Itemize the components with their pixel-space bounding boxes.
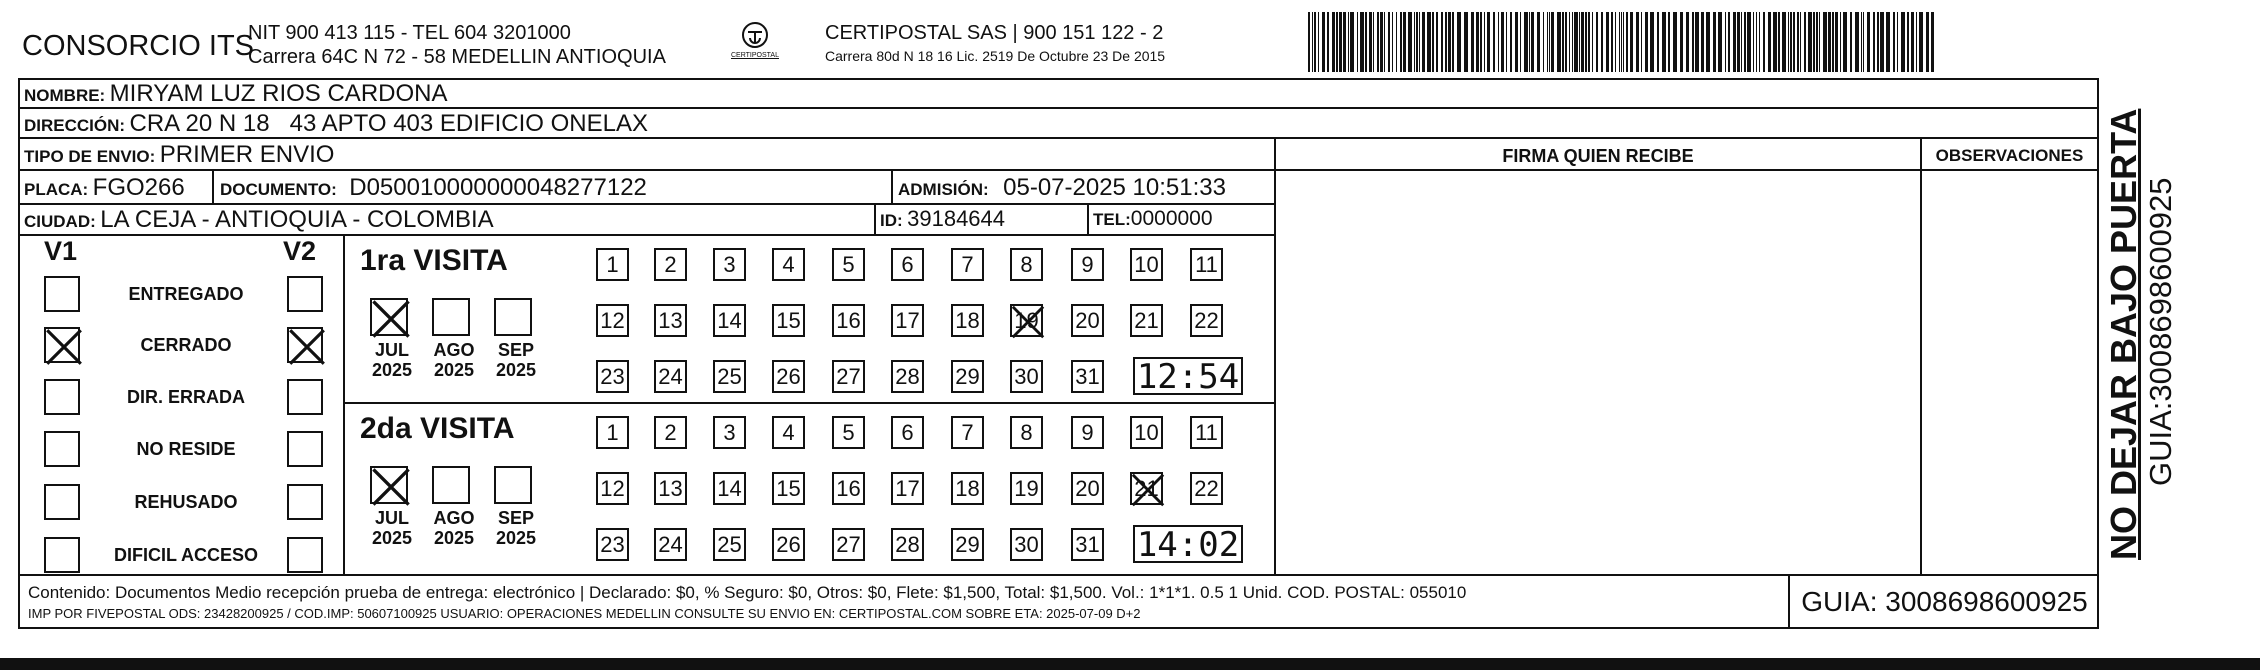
day-box[interactable]: 8 [1010, 248, 1043, 281]
day-box[interactable]: 16 [832, 304, 865, 337]
year-label: 2025 [371, 528, 413, 548]
tipo-label: TIPO DE ENVIO: [24, 147, 156, 166]
admision-label: ADMISIÓN: [898, 180, 989, 199]
day-box[interactable]: 1 [596, 248, 629, 281]
handwritten-time: 12:54 [1133, 357, 1243, 395]
day-box[interactable]: 19 [1010, 304, 1043, 337]
day-box[interactable]: 22 [1190, 472, 1223, 505]
month-label: JUL [374, 508, 409, 528]
divider [874, 203, 876, 234]
status-label: DIR. ERRADA [126, 387, 245, 407]
tipo-row [24, 141, 334, 169]
barcode [1308, 12, 1940, 72]
month-checkbox[interactable] [370, 298, 408, 336]
day-box[interactable]: 7 [951, 248, 984, 281]
placa-value: FGO266 [92, 174, 185, 201]
day-box[interactable]: 23 [596, 360, 629, 393]
divider [343, 234, 345, 574]
day-box[interactable]: 5 [832, 248, 865, 281]
v2-checkbox[interactable] [287, 327, 323, 363]
divider [212, 169, 214, 203]
month-checkbox[interactable] [370, 466, 408, 504]
carrier-line-2: Carrera 80d N 18 16 Lic. 2519 De Octubre 23 De 2015 [825, 48, 1166, 64]
contenido-line: Contenido: Documentos Medio recepción prueba de entrega: electrónico | Declarado: $0, % Seguro: $0, Otros: $0, Flete: $1,500, Total: $1,500. Vol.: 1*1*1. 0.5 1 Unid. COD. POSTAL: 055010 [28, 583, 1467, 602]
id-value: 39184644 [907, 206, 1006, 231]
v1-checkbox[interactable] [44, 276, 80, 312]
id-row [880, 206, 1005, 232]
nombre-value: MIRYAM LUZ RIOS CARDONA [109, 80, 448, 107]
day-box[interactable]: 31 [1071, 360, 1104, 393]
nombre-label: NOMBRE: [24, 86, 106, 105]
v2-checkbox[interactable] [287, 484, 323, 520]
day-box[interactable]: 17 [891, 304, 924, 337]
v1-checkbox[interactable] [44, 484, 80, 520]
tel-value: 0000000 [1130, 207, 1213, 230]
divider [18, 169, 2099, 171]
day-box[interactable]: 15 [772, 472, 805, 505]
admision-row [898, 174, 1226, 202]
ciudad-label: CIUDAD: [24, 212, 96, 231]
day-box[interactable]: 21 [1130, 304, 1163, 337]
paper-edge [0, 658, 2260, 670]
day-box[interactable]: 4 [772, 416, 805, 449]
month-label: SEP [497, 340, 535, 360]
v1-checkbox[interactable] [44, 431, 80, 467]
day-box[interactable]: 30 [1010, 528, 1043, 561]
observaciones-label: OBSERVACIONES [1935, 146, 2084, 165]
day-box[interactable]: 14 [713, 472, 746, 505]
day-box[interactable]: 18 [951, 472, 984, 505]
day-box[interactable]: 30 [1010, 360, 1043, 393]
month-label: AGO [433, 340, 475, 360]
documento-row [220, 174, 647, 202]
day-box[interactable]: 6 [891, 248, 924, 281]
ciudad-row [24, 206, 494, 234]
admision-value: 05-07-2025 10:51:33 [1003, 174, 1226, 201]
day-box[interactable]: 12 [596, 472, 629, 505]
month-label: JUL [374, 340, 409, 360]
day-box[interactable]: 27 [832, 360, 865, 393]
company-address: Carrera 64C N 72 - 58 MEDELLIN ANTIOQUIA [248, 46, 666, 68]
divider [1274, 137, 1276, 574]
ciudad-value: LA CEJA - ANTIOQUIA - COLOMBIA [100, 206, 494, 233]
v1-checkbox[interactable] [44, 327, 80, 363]
tel-row [1093, 207, 1213, 231]
day-box[interactable]: 24 [654, 360, 687, 393]
divider [18, 574, 2099, 576]
day-box[interactable]: 10 [1130, 248, 1163, 281]
day-box[interactable]: 14 [713, 304, 746, 337]
day-box[interactable]: 3 [713, 416, 746, 449]
visit-title: 2da VISITA [360, 412, 515, 445]
day-box[interactable]: 8 [1010, 416, 1043, 449]
divider [18, 234, 1276, 236]
day-box[interactable]: 6 [891, 416, 924, 449]
placa-row [24, 174, 185, 202]
divider [1920, 137, 1922, 574]
day-box[interactable]: 9 [1071, 248, 1104, 281]
carrier-line-1: CERTIPOSTAL SAS | 900 151 122 - 2 [825, 22, 1164, 44]
visit-title: 1ra VISITA [360, 244, 508, 277]
year-label: 2025 [371, 360, 413, 380]
month-label: SEP [497, 508, 535, 528]
day-box[interactable]: 23 [596, 528, 629, 561]
v2-label: V2 [283, 236, 317, 266]
month-label: AGO [433, 508, 475, 528]
documento-label: DOCUMENTO: [220, 180, 337, 199]
day-box[interactable]: 25 [713, 528, 746, 561]
day-box[interactable]: 18 [951, 304, 984, 337]
v2-checkbox[interactable] [287, 379, 323, 415]
divider [891, 169, 893, 203]
tel-label: TEL: [1093, 210, 1131, 229]
day-box[interactable]: 13 [654, 304, 687, 337]
day-box[interactable]: 16 [832, 472, 865, 505]
day-box[interactable]: 5 [832, 416, 865, 449]
day-box[interactable]: 27 [832, 528, 865, 561]
month-checkbox[interactable] [432, 466, 470, 504]
placa-label: PLACA: [24, 180, 89, 199]
status-label: DIFICIL ACCESO [113, 545, 258, 565]
month-checkbox[interactable] [494, 298, 532, 336]
day-box[interactable]: 11 [1190, 248, 1223, 281]
side-guia: GUIA:3008698600925 [2143, 177, 2178, 486]
month-checkbox[interactable] [494, 466, 532, 504]
direccion-row [24, 110, 648, 138]
month-checkbox[interactable] [432, 298, 470, 336]
year-label: 2025 [433, 528, 475, 548]
day-box[interactable]: 22 [1190, 304, 1223, 337]
year-label: 2025 [495, 360, 537, 380]
day-box[interactable]: 10 [1130, 416, 1163, 449]
day-box[interactable]: 4 [772, 248, 805, 281]
divider [2097, 78, 2099, 169]
day-box[interactable]: 12 [596, 304, 629, 337]
day-box[interactable]: 26 [772, 528, 805, 561]
day-box[interactable]: 29 [951, 528, 984, 561]
imp-line: IMP POR FIVEPOSTAL ODS: 23428200925 / COD.IMP: 50607100925 USUARIO: OPERACIONES MEDELLIN CONSULTE SU ENVIO EN: CERTIPOSTAL.COM SOBRE ETA: 2025-07-09 D+2 [28, 606, 1141, 621]
day-box[interactable]: 20 [1071, 304, 1104, 337]
day-box[interactable]: 20 [1071, 472, 1104, 505]
nombre-row [24, 80, 448, 108]
v1-label: V1 [44, 236, 78, 266]
barcode-icon [1308, 12, 1940, 72]
day-box[interactable]: 1 [596, 416, 629, 449]
day-box[interactable]: 13 [654, 472, 687, 505]
status-label: REHUSADO [134, 492, 238, 512]
certipostal-logo-icon [720, 20, 790, 68]
v2-checkbox[interactable] [287, 276, 323, 312]
day-box[interactable]: 24 [654, 528, 687, 561]
footer-guia: GUIA: 3008698600925 [1801, 586, 2088, 617]
v2-checkbox[interactable] [287, 431, 323, 467]
tipo-value: PRIMER ENVIO [159, 141, 335, 168]
logo-text: CERTIPOSTAL [731, 52, 779, 59]
firma-label: FIRMA QUIEN RECIBE [1502, 146, 1694, 166]
v1-checkbox[interactable] [44, 537, 80, 573]
v2-checkbox[interactable] [287, 537, 323, 573]
day-box[interactable]: 26 [772, 360, 805, 393]
day-box[interactable]: 15 [772, 304, 805, 337]
day-box[interactable]: 7 [951, 416, 984, 449]
day-box[interactable]: 17 [891, 472, 924, 505]
year-label: 2025 [495, 528, 537, 548]
divider [343, 402, 1276, 404]
day-box[interactable]: 11 [1190, 416, 1223, 449]
day-box[interactable]: 31 [1071, 528, 1104, 561]
day-box[interactable]: 29 [951, 360, 984, 393]
company-name: CONSORCIO ITS [22, 30, 255, 62]
day-box[interactable]: 3 [713, 248, 746, 281]
day-box[interactable]: 28 [891, 528, 924, 561]
day-box[interactable]: 25 [713, 360, 746, 393]
documento-value: D050010000000048277122 [349, 174, 647, 201]
status-label: NO RESIDE [136, 439, 236, 459]
day-box[interactable]: 28 [891, 360, 924, 393]
id-label: ID: [880, 211, 903, 230]
side-warning: NO DEJAR BAJO PUERTA [2103, 108, 2144, 560]
day-box[interactable]: 19 [1010, 472, 1043, 505]
nit-line: NIT 900 413 115 - TEL 604 3201000 [248, 22, 571, 44]
day-box[interactable]: 2 [654, 416, 687, 449]
day-box[interactable]: 21 [1130, 472, 1163, 505]
year-label: 2025 [433, 360, 475, 380]
direccion-label: DIRECCIÓN: [24, 116, 126, 135]
handwritten-time: 14:02 [1133, 525, 1243, 563]
day-box[interactable]: 2 [654, 248, 687, 281]
status-label: CERRADO [140, 335, 232, 355]
day-box[interactable]: 9 [1071, 416, 1104, 449]
divider [1087, 203, 1089, 234]
v1-checkbox[interactable] [44, 379, 80, 415]
direccion-value: CRA 20 N 18 43 APTO 403 EDIFICIO ONELAX [129, 110, 648, 137]
status-label: ENTREGADO [128, 284, 244, 304]
